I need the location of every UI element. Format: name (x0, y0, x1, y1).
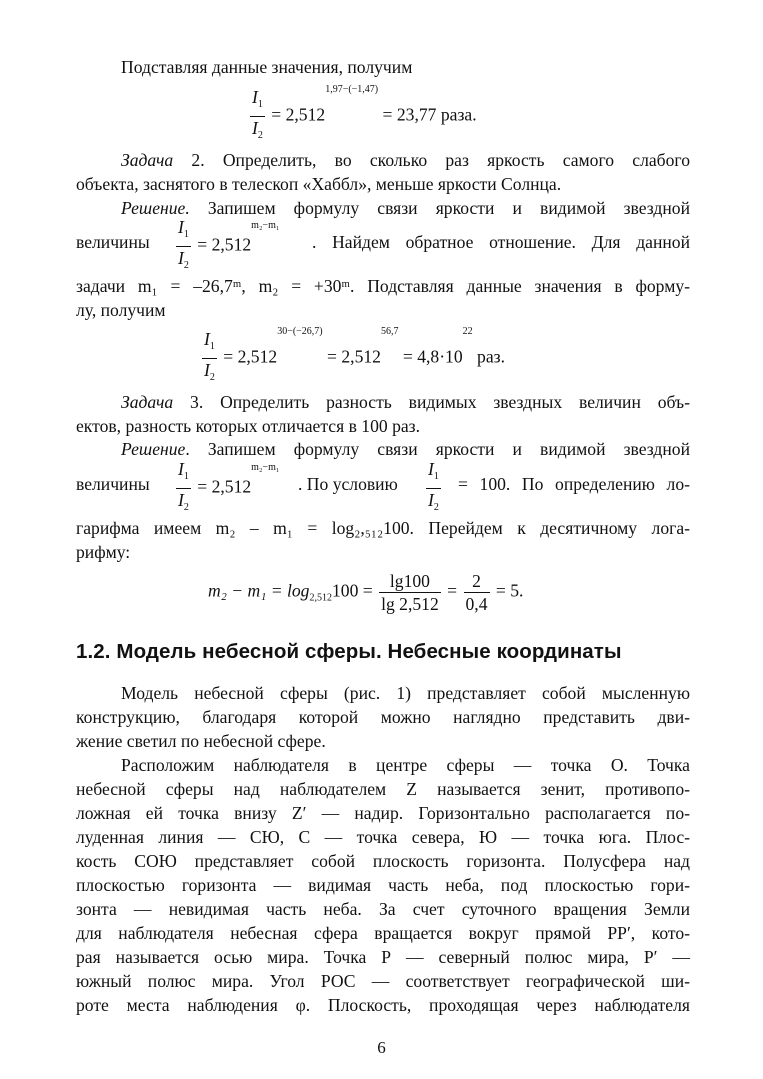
solution-2-line-4: лу, получим (76, 300, 166, 320)
paragraph-2-line: роте места наблюдения φ. Плоскость, проходящая через наблюдателя (76, 995, 690, 1015)
paragraph-2-line: небесной сферы над наблюдателем Z называется зенит, противопо- (76, 779, 690, 799)
solution-3-line-3: гарифма имеем m₂ – m₁ = log₂,₅₁₂100. Перейдем к десятичному лога- (76, 518, 690, 538)
solution-3-line-1: Решение. Запишем формулу связи яркости и видимой звездной (121, 439, 690, 459)
task-3-line-1: Задача 3. Определить разность видимых звездных величин объ- (121, 392, 690, 412)
paragraph-1-line: конструкцию, благодаря которой можно наглядно представить дви- (76, 707, 690, 727)
paragraph-1-line: Модель небесной сферы (рис. 1) представляет собой мысленную (121, 683, 690, 703)
formula-magnitude-difference: $m_2 - m_1 = \log_{2,512}100$ = $\frac{\lg 100}{\lg 2,512}$ = $\frac{2}{0,4}$ = 5. (208, 571, 524, 614)
formula-brightness-ratio-2: $\frac{I_1}{I_2}$ = $2,512^{30-(-26,7)} = 2,512^{56,7} = 4,8\cdot 10^{22}$ раз. (204, 326, 505, 383)
section-heading: 1.2. Модель небесной сферы. Небесные координаты (76, 640, 622, 663)
paragraph-2-line: Расположим наблюдателя в центре сферы — точка О. Точка (121, 755, 690, 775)
formula-brightness-ratio-1: $\frac{I_1}{I_2}$ = $2,512^{1,97-(-1,47)} = 23,77$ раза. (252, 84, 477, 141)
page-number: 6 (377, 1038, 386, 1057)
task-2-line-2: объекта, заснятого в телескоп «Хаббл», меньше яркости Солнца. (76, 174, 562, 194)
task-3-line-2: ектов, разность которых отличается в 100 раз. (76, 416, 421, 436)
paragraph-2-line: кость СОЮ представляет собой плоскость горизонта. Полусфера над (76, 851, 690, 871)
paragraph-2-line: луденная линия — СЮ, С — точка севера, Ю — точка юга. Плос- (76, 827, 690, 847)
solution-2-line-3: задачи m₁ = –26,7ᵐ, m₂ = +30ᵐ. Подставляя данные значения в форму- (76, 276, 690, 296)
paragraph-2-line: плоскостью горизонта — видимая часть неба, под плоскостью гори- (76, 875, 690, 895)
solution-2-line-1: Решение. Запишем формулу связи яркости и видимой звездной (121, 198, 690, 218)
paragraph-2-line: зонта — невидимая часть неба. За счет суточного вращения Земли (76, 899, 690, 919)
paragraph-1-line: жение светил по небесной сфере. (76, 731, 326, 751)
text-line: Подставляя данные значения, получим (121, 57, 413, 77)
paragraph-2-line: для наблюдателя небесная сфера вращается вокруг прямой РР′, кото- (76, 923, 690, 943)
solution-3-line-4: рифму: (76, 542, 131, 562)
solution-3-line-2: величины $\frac{I_1}{I_2}$ = $2,512^{m_2-m_1}$ . По условию $\frac{I_1}{I_2}$ = 100. По определению ло- (76, 459, 690, 513)
solution-2-line-2: величины $\frac{I_1}{I_2}$ = $2,512^{m_2-m_1}$ . Найдем обратное отношение. Для данной (76, 217, 690, 271)
paragraph-2-line: ложная ей точка внизу Z′ — надир. Горизонтально располагается по- (76, 803, 690, 823)
paragraph-2-line: южный полюс мира. Угол РОС — соответствует географической ши- (76, 971, 690, 991)
task-2-line-1: Задача 2. Определить, во сколько раз яркость самого слабого (121, 150, 690, 170)
paragraph-2-line: рая называется осью мира. Точка Р — северный полюс мира, Р′ — (76, 947, 690, 967)
